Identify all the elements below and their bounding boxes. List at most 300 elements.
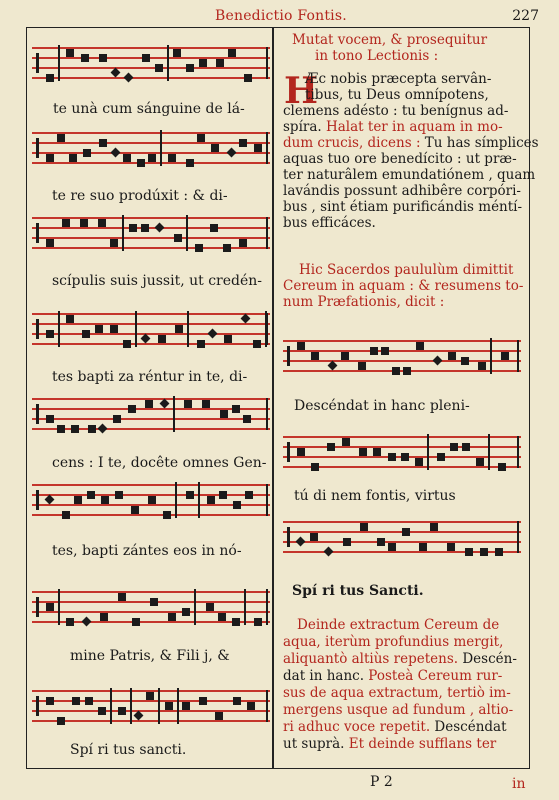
lyric-line: tes bapti za réntur in te, di-: [52, 369, 248, 385]
neume-note: [168, 154, 176, 162]
bar-line: [517, 340, 519, 372]
neume-note: [62, 511, 70, 519]
clef-mark: [36, 696, 39, 716]
neume-note: [324, 547, 334, 557]
neume-note: [129, 224, 137, 232]
neume-note: [66, 618, 74, 626]
rubric-line: in tono Lectionis :: [315, 48, 439, 64]
text-line: [283, 669, 502, 685]
clef-mark: [36, 223, 39, 243]
neume-note: [239, 239, 247, 247]
neume-note: [110, 239, 118, 247]
lyric-line: tú di nem fontis, virtus: [294, 488, 456, 504]
bar-line: [266, 591, 268, 623]
lyric-line: mine Patris, & Fili j, &: [70, 648, 230, 664]
neume-note: [218, 613, 226, 621]
body-text: Descéndat: [434, 719, 507, 735]
body-text: Æc nobis præcepta servân-: [305, 71, 492, 87]
neume-note: [478, 362, 486, 370]
neume-note: [168, 613, 176, 621]
text-line: [283, 703, 513, 719]
neume-note: [111, 68, 121, 78]
neume-note: [57, 134, 65, 142]
bar-line: [186, 215, 188, 251]
neume-note: [145, 400, 153, 408]
clef-mark: [287, 346, 290, 366]
body-text: Descén-: [462, 651, 517, 667]
neume-note: [228, 49, 236, 57]
neume-note: [87, 491, 95, 499]
body-text: ter naturâlem emundatiónem , quam: [283, 167, 536, 183]
staff-line: [32, 247, 270, 249]
neume-note: [197, 340, 205, 348]
staff: [283, 436, 521, 470]
staff-line: [283, 436, 521, 438]
clef-mark: [287, 442, 290, 462]
lyric-line: te re suo prodúxit : & di-: [52, 188, 228, 204]
rubric-text: Et deinde sufflans ter: [348, 736, 497, 752]
neume-note: [297, 342, 305, 350]
neume-note: [227, 148, 237, 158]
neume-note: [241, 314, 251, 324]
neume-note: [233, 697, 241, 705]
neume-note: [207, 496, 215, 504]
rubric-text: aliquantò altiùs repetens.: [283, 651, 463, 667]
neume-note: [128, 405, 136, 413]
bar-line: [122, 215, 124, 251]
bar-line: [158, 688, 160, 724]
rubric-line: num Præfationis, dicit :: [283, 294, 445, 310]
neume-note: [46, 603, 54, 611]
neume-note: [243, 415, 251, 423]
neume-note: [220, 410, 228, 418]
neume-note: [495, 548, 503, 556]
neume-note: [69, 154, 77, 162]
neume-note: [215, 712, 223, 720]
neume-note: [46, 154, 54, 162]
bar-line: [198, 482, 200, 518]
neume-note: [46, 74, 54, 82]
text-line: [283, 635, 503, 651]
text-line: [283, 168, 535, 184]
neume-note: [224, 335, 232, 343]
text-line: [283, 136, 539, 152]
staff-line: [32, 162, 270, 164]
staff-line: [32, 591, 270, 593]
neume-note: [111, 148, 121, 158]
lyric-line: Spí ri tus Sancti.: [292, 583, 424, 599]
bar-line: [266, 217, 268, 249]
text-line: [305, 72, 491, 88]
neume-note: [100, 613, 108, 621]
neume-note: [254, 144, 262, 152]
body-text: spíra.: [283, 119, 326, 135]
bar-line: [517, 436, 519, 468]
bar-line: [488, 434, 490, 470]
neume-note: [211, 144, 219, 152]
staff: [32, 132, 270, 166]
neume-note: [342, 438, 350, 446]
neume-note: [233, 501, 241, 509]
clef-mark: [287, 527, 290, 547]
neume-note: [148, 496, 156, 504]
text-line: [283, 152, 517, 168]
neume-note: [388, 543, 396, 551]
text-line: [305, 88, 489, 104]
bar-line: [266, 132, 268, 164]
staff: [32, 398, 270, 432]
rubric-text: dum crucis, dicens :: [283, 135, 425, 151]
body-text: Tu has símplices: [424, 135, 539, 151]
neume-note: [155, 64, 163, 72]
neume-note: [297, 448, 305, 456]
neume-note: [134, 711, 144, 721]
neume-note: [403, 367, 411, 375]
neume-note: [141, 334, 151, 344]
neume-note: [72, 697, 80, 705]
bar-line: [110, 688, 112, 724]
staff-line: [283, 446, 521, 448]
staff: [32, 313, 270, 347]
neume-note: [232, 405, 240, 413]
neume-note: [448, 352, 456, 360]
neume-note: [328, 361, 338, 371]
neume-note: [296, 537, 306, 547]
staff-line: [32, 142, 270, 144]
neume-note: [46, 330, 54, 338]
lyric-line: scípulis suis jussit, ut credén-: [52, 273, 263, 289]
neume-note: [373, 448, 381, 456]
staff-line: [32, 67, 270, 69]
neume-note: [450, 443, 458, 451]
staff: [283, 340, 521, 374]
neume-note: [199, 59, 207, 67]
clef-mark: [36, 404, 39, 424]
neume-note: [160, 399, 170, 409]
neume-note: [118, 593, 126, 601]
bar-line: [177, 688, 179, 724]
neume-note: [158, 335, 166, 343]
bar-line: [58, 589, 60, 625]
neume-note: [46, 697, 54, 705]
neume-note: [123, 340, 131, 348]
neume-note: [99, 139, 107, 147]
neume-note: [370, 347, 378, 355]
body-text: bus efficáces.: [283, 215, 376, 231]
neume-note: [82, 330, 90, 338]
neume-note: [101, 496, 109, 504]
neume-note: [66, 49, 74, 57]
neume-note: [247, 702, 255, 710]
neume-note: [498, 463, 506, 471]
neume-note: [98, 219, 106, 227]
neume-note: [244, 74, 252, 82]
neume-note: [359, 448, 367, 456]
staff-line: [283, 340, 521, 342]
bar-line: [266, 313, 268, 345]
text-line: [283, 200, 522, 216]
neume-note: [232, 618, 240, 626]
neume-note: [476, 458, 484, 466]
neume-note: [402, 528, 410, 536]
text-line: [297, 618, 499, 634]
neume-note: [254, 618, 262, 626]
staff-line: [32, 132, 270, 134]
neume-note: [437, 453, 445, 461]
neume-note: [118, 707, 126, 715]
lyric-line: Spí ri tus sancti.: [70, 742, 187, 758]
neume-note: [415, 458, 423, 466]
staff-line: [32, 333, 270, 335]
body-text: clemens adésto : tu benígnus ad-: [283, 103, 509, 119]
staff: [32, 484, 270, 518]
neume-note: [137, 159, 145, 167]
neume-note: [182, 608, 190, 616]
neume-note: [343, 538, 351, 546]
bar-line: [160, 130, 162, 166]
neume-note: [99, 54, 107, 62]
bar-line: [266, 484, 268, 516]
neume-note: [186, 159, 194, 167]
neume-note: [447, 543, 455, 551]
staff-line: [32, 418, 270, 420]
neume-note: [465, 548, 473, 556]
body-text: aquas tuo ore benedícito : ut præ-: [283, 151, 517, 167]
neume-note: [501, 352, 509, 360]
neume-note: [98, 424, 108, 434]
bar-line: [490, 338, 492, 374]
neume-note: [83, 149, 91, 157]
body-text: bus , sint étiam purificándis méntí-: [283, 199, 523, 215]
text-line: [283, 652, 517, 668]
staff: [32, 591, 270, 625]
catchword: in: [512, 776, 526, 792]
staff-line: [283, 521, 521, 523]
staff-line: [32, 484, 270, 486]
neume-note: [360, 523, 368, 531]
neume-note: [132, 618, 140, 626]
neume-note: [146, 692, 154, 700]
neume-note: [115, 491, 123, 499]
neume-note: [341, 352, 349, 360]
rubric-text: Posteà Cereum rur-: [368, 668, 503, 684]
neume-note: [392, 367, 400, 375]
bar-line: [130, 688, 132, 724]
neume-note: [62, 219, 70, 227]
neume-note: [197, 134, 205, 142]
body-text: ut suprà.: [283, 736, 349, 752]
text-line: [283, 120, 503, 136]
page-header: [0, 6, 559, 26]
neume-note: [165, 702, 173, 710]
neume-note: [388, 453, 396, 461]
neume-note: [98, 707, 106, 715]
neume-note: [186, 491, 194, 499]
staff-line: [32, 343, 270, 345]
neume-note: [210, 224, 218, 232]
rubric-text: aqua, iterùm profundius mergit,: [283, 634, 504, 650]
page-footer: [0, 772, 559, 796]
staff-line: [32, 57, 270, 59]
rubric-text: sus de aqua extractum, tertiò im-: [283, 685, 511, 701]
page-number: 227: [512, 8, 539, 24]
column-divider: [272, 27, 274, 769]
neume-note: [82, 617, 92, 627]
neume-note: [462, 443, 470, 451]
neume-note: [81, 54, 89, 62]
neume-note: [174, 234, 182, 242]
neume-note: [195, 244, 203, 252]
body-text: dat in hanc.: [283, 668, 369, 684]
staff-line: [32, 323, 270, 325]
neume-note: [150, 598, 158, 606]
rubric-line: Cereum in aquam : & resumens to-: [283, 278, 524, 294]
text-line: [283, 686, 511, 702]
body-text: tibus, tu Deus omnípotens,: [305, 87, 489, 103]
bar-line: [167, 45, 169, 81]
staff: [32, 217, 270, 251]
neume-note: [175, 325, 183, 333]
neume-note: [401, 453, 409, 461]
neume-note: [239, 139, 247, 147]
bar-line: [173, 396, 175, 432]
initial-letter: H: [284, 70, 319, 112]
staff-line: [32, 227, 270, 229]
signature-mark: P 2: [370, 774, 393, 790]
neume-note: [173, 49, 181, 57]
clef-mark: [36, 53, 39, 73]
rubric-line: Mutat vocem, & prosequitur: [292, 32, 488, 48]
bar-line: [175, 482, 177, 518]
lyric-line: Descéndat in hanc pleni-: [294, 398, 470, 414]
staff: [283, 521, 521, 555]
bar-line: [266, 690, 268, 722]
staff: [32, 690, 270, 724]
clef-mark: [36, 138, 39, 158]
neume-note: [223, 244, 231, 252]
staff-line: [283, 541, 521, 543]
lyric-line: cens : I te, docête omnes Gen-: [52, 455, 267, 471]
neume-note: [182, 702, 190, 710]
neume-note: [480, 548, 488, 556]
neume-note: [327, 443, 335, 451]
staff-line: [32, 710, 270, 712]
neume-note: [419, 543, 427, 551]
neume-note: [311, 463, 319, 471]
lyric-line: tes, bapti zántes eos in nó-: [52, 543, 242, 559]
staff: [32, 47, 270, 81]
running-title: Benedictio Fontis.: [215, 8, 347, 24]
neume-note: [46, 239, 54, 247]
neume-note: [216, 59, 224, 67]
rubric-line: Hic Sacerdos paululùm dimittit: [299, 262, 514, 278]
neume-note: [46, 415, 54, 423]
clef-mark: [36, 319, 39, 339]
neume-note: [377, 538, 385, 546]
neume-note: [88, 425, 96, 433]
neume-note: [206, 603, 214, 611]
text-line: [283, 737, 496, 753]
neume-note: [208, 329, 218, 339]
bar-line: [194, 589, 196, 625]
neume-note: [71, 425, 79, 433]
neume-note: [253, 340, 261, 348]
neume-note: [66, 315, 74, 323]
neume-note: [461, 357, 469, 365]
neume-note: [57, 717, 65, 725]
bar-line: [58, 45, 60, 81]
neume-note: [184, 400, 192, 408]
neume-note: [199, 697, 207, 705]
neume-note: [219, 491, 227, 499]
neume-note: [74, 496, 82, 504]
neume-note: [430, 523, 438, 531]
rubric-text: ri adhuc voce repetit.: [283, 719, 435, 735]
rubric-text: Deinde extractum Cereum de: [297, 617, 500, 633]
bar-line: [58, 311, 60, 347]
rubric-text: mergens usque ad fundum , altio-: [283, 702, 514, 718]
neume-note: [110, 325, 118, 333]
bar-line: [266, 398, 268, 430]
neume-note: [381, 347, 389, 355]
neume-note: [155, 223, 165, 233]
neume-note: [57, 425, 65, 433]
staff-line: [32, 720, 270, 722]
text-line: [283, 104, 508, 120]
rubric-text: Halat ter in aquam in mo-: [325, 119, 503, 135]
staff-line: [32, 611, 270, 613]
staff-line: [283, 370, 521, 372]
text-line: [283, 720, 507, 736]
neume-note: [123, 154, 131, 162]
body-text: lavándis possunt adhibêre corpóri-: [283, 183, 521, 199]
neume-note: [85, 697, 93, 705]
neume-note: [358, 362, 366, 370]
neume-note: [311, 352, 319, 360]
neume-note: [310, 533, 318, 541]
neume-note: [142, 54, 150, 62]
neume-note: [141, 224, 149, 232]
bar-line: [517, 521, 519, 553]
staff-line: [32, 428, 270, 430]
neume-note: [45, 495, 55, 505]
neume-note: [416, 342, 424, 350]
clef-mark: [36, 597, 39, 617]
bar-line: [427, 434, 429, 470]
neume-note: [95, 325, 103, 333]
clef-mark: [36, 490, 39, 510]
lyric-line: te unà cum sánguine de lá-: [53, 101, 245, 117]
neume-note: [80, 219, 88, 227]
staff-line: [32, 77, 270, 79]
bar-line: [266, 47, 268, 79]
bar-line: [187, 311, 189, 347]
staff-line: [32, 237, 270, 239]
neume-note: [131, 506, 139, 514]
bar-line: [244, 589, 246, 625]
neume-note: [433, 356, 443, 366]
neume-note: [186, 64, 194, 72]
text-line: [283, 184, 521, 200]
neume-note: [148, 154, 156, 162]
neume-note: [113, 415, 121, 423]
text-line: [283, 216, 376, 232]
neume-note: [124, 73, 134, 83]
neume-note: [163, 511, 171, 519]
neume-note: [202, 400, 210, 408]
bar-line: [135, 311, 137, 347]
neume-note: [245, 491, 253, 499]
